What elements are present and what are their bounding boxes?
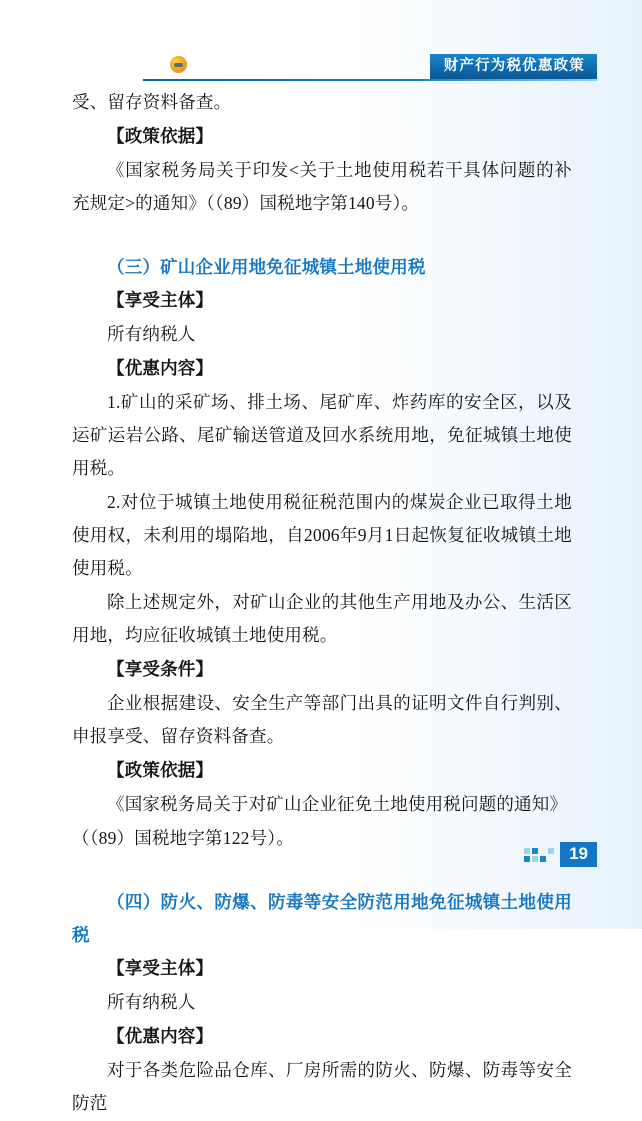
label-policy-basis-1: 【政策依据】	[107, 126, 214, 146]
label-policy-basis-three: 【政策依据】	[107, 760, 214, 780]
subject-three: 所有纳税人	[107, 324, 196, 344]
policy-basis-1: 《国家税务局关于印发<关于土地使用税若干具体问题的补充规定>的通知》（（89）国税地字第140号）。	[72, 160, 572, 213]
page-content	[72, 86, 572, 1121]
label-content-three: 【优惠内容】	[107, 358, 214, 378]
paragraph-continued: 受、留存资料备查。	[72, 92, 232, 112]
policy-basis-three-line1: 《国家税务局关于对矿山企业征免土地使用税问题的通知》	[107, 794, 568, 814]
label-content-four: 【优惠内容】	[107, 1026, 214, 1046]
label-subject-four: 【享受主体】	[107, 958, 214, 978]
content-three-3: 除上述规定外，对矿山企业的其他生产用地及办公、生活区用地，均应征收城镇土地使用税。	[72, 592, 572, 645]
label-conditions-three: 【享受条件】	[107, 659, 214, 679]
header-rule	[143, 79, 597, 81]
header-chapter-title: 财产行为税优惠政策	[430, 54, 597, 79]
page-number: 19	[560, 842, 597, 867]
label-subject-three: 【享受主体】	[107, 290, 214, 310]
policy-basis-three-line2: （（89）国税地字第122号）。	[72, 828, 294, 848]
conditions-three: 企业根据建设、安全生产等部门出具的证明文件自行判别、申报享受、留存资料备查。	[72, 693, 572, 746]
footer-decoration-icon	[524, 848, 554, 862]
subject-four: 所有纳税人	[107, 992, 196, 1012]
content-three-2: 2.对位于城镇土地使用税征税范围内的煤炭企业已取得土地使用权，未利用的塌陷地，自2006年9月1日起恢复征收城镇土地使用税。	[72, 492, 572, 578]
content-three-1: 1.矿山的采矿场、排土场、尾矿库、炸药库的安全区，以及运矿运岩公路、尾矿输送管道及回水系统用地，免征城镇土地使用税。	[72, 392, 572, 478]
orange-circle-icon	[170, 56, 187, 73]
page-footer	[524, 842, 597, 867]
content-four-1: 对于各类危险品仓库、厂房所需的防火、防爆、防毒等安全防范	[72, 1060, 572, 1113]
section-title-four: （四）防火、防爆、防毒等安全防范用地免征城镇土地使用税	[72, 892, 572, 945]
section-title-three: （三）矿山企业用地免征城镇土地使用税	[107, 257, 426, 277]
